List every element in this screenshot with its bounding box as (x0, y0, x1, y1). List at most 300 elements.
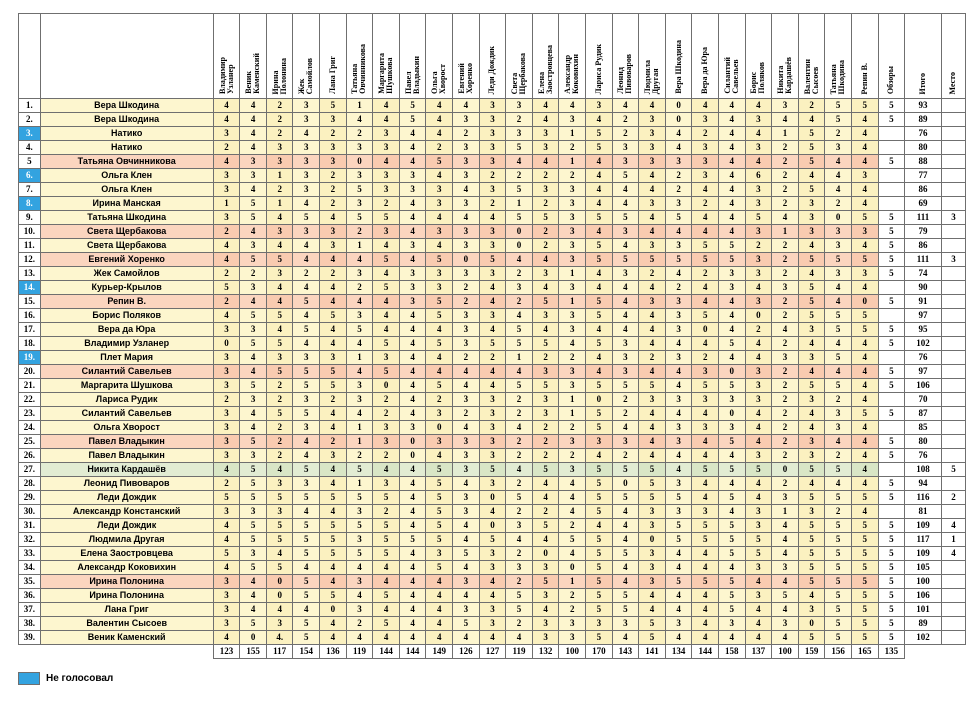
score-cell: 5 (532, 379, 559, 393)
review-score-cell (878, 309, 905, 323)
score-cell: 2 (506, 169, 533, 183)
score-cell: 4 (399, 477, 426, 491)
score-cell: 4 (426, 575, 453, 589)
score-cell: 3 (692, 365, 719, 379)
review-score-cell: 5 (878, 113, 905, 127)
score-cell: 5 (665, 253, 692, 267)
table-row (19, 169, 966, 183)
score-cell: 4 (851, 421, 878, 435)
score-cell: 4 (399, 351, 426, 365)
score-cell: 4 (612, 295, 639, 309)
score-cell: 3 (453, 575, 480, 589)
row-number: 17. (19, 323, 41, 337)
review-score-cell: 5 (878, 575, 905, 589)
score-cell: 4 (772, 211, 799, 225)
score-cell: 4 (639, 337, 666, 351)
participant-name: Ирина Манская (40, 197, 213, 211)
column-total-cell: 132 (532, 645, 559, 659)
review-score-cell: 5 (878, 561, 905, 575)
score-cell: 4 (532, 253, 559, 267)
score-cell: 5 (612, 253, 639, 267)
place-cell (941, 393, 965, 407)
table-row (19, 407, 966, 421)
score-cell: 2 (692, 267, 719, 281)
score-cell: 0 (240, 631, 267, 645)
participant-name: Лариса Рудик (40, 393, 213, 407)
score-cell: 3 (639, 197, 666, 211)
score-cell: 4 (851, 141, 878, 155)
score-cell: 5 (639, 631, 666, 645)
score-cell: 3 (745, 589, 772, 603)
score-cell: 4 (586, 155, 613, 169)
score-cell: 2 (266, 449, 293, 463)
score-cell: 5 (346, 519, 373, 533)
column-total-cell: 159 (798, 645, 825, 659)
score-cell: 4 (639, 449, 666, 463)
score-cell: 2 (825, 393, 852, 407)
score-cell: 3 (346, 603, 373, 617)
column-total-cell: 144 (373, 645, 400, 659)
score-cell: 5 (266, 561, 293, 575)
score-cell: 0 (612, 477, 639, 491)
column-header (506, 14, 533, 99)
score-cell: 5 (293, 463, 320, 477)
score-cell: 5 (373, 337, 400, 351)
score-cell: 3 (320, 113, 347, 127)
legend-swatch (18, 672, 40, 685)
table-row (19, 421, 966, 435)
score-cell: 5 (718, 435, 745, 449)
score-cell: 5 (718, 547, 745, 561)
score-cell: 4 (586, 225, 613, 239)
table-row (19, 449, 966, 463)
score-cell: 4 (825, 169, 852, 183)
score-cell: 3 (479, 407, 506, 421)
score-cell: 4 (453, 631, 480, 645)
review-score-cell: 5 (878, 379, 905, 393)
score-cell: 3 (453, 491, 480, 505)
score-cell: 2 (266, 99, 293, 113)
review-score-cell: 5 (878, 295, 905, 309)
score-cell: 3 (745, 197, 772, 211)
score-cell: 3 (559, 281, 586, 295)
score-cell: 3 (399, 169, 426, 183)
score-cell: 4 (718, 505, 745, 519)
score-cell: 4 (745, 435, 772, 449)
score-cell: 5 (745, 463, 772, 477)
column-header (213, 14, 240, 99)
score-cell: 4 (453, 589, 480, 603)
score-cell: 2 (825, 505, 852, 519)
score-cell: 4 (665, 267, 692, 281)
score-cell: 3 (851, 225, 878, 239)
score-cell: 4 (851, 183, 878, 197)
score-cell: 4 (825, 337, 852, 351)
score-cell: 5 (639, 477, 666, 491)
score-cell: 5 (772, 589, 799, 603)
score-cell: 4 (213, 631, 240, 645)
column-header-label: Вера Шкодина (673, 40, 683, 94)
column-header-label: Лариса Рудик (593, 43, 603, 94)
score-cell: 4 (240, 589, 267, 603)
score-cell: 4 (665, 337, 692, 351)
score-cell: 5 (426, 309, 453, 323)
participant-name: Маргарита Шушкова (40, 379, 213, 393)
score-cell: 3 (745, 183, 772, 197)
column-header-label: Ирина Полонина (270, 57, 288, 94)
score-cell: 4 (426, 589, 453, 603)
review-score-cell (878, 169, 905, 183)
score-cell: 4 (825, 155, 852, 169)
score-cell: 5 (266, 309, 293, 323)
row-number: 13. (19, 267, 41, 281)
score-cell: 3 (798, 211, 825, 225)
score-cell: 4 (612, 631, 639, 645)
participant-name: Татьяна Шкодина (40, 211, 213, 225)
score-cell: 5 (639, 463, 666, 477)
score-cell: 2 (665, 281, 692, 295)
score-cell: 3 (559, 183, 586, 197)
score-cell: 4 (293, 337, 320, 351)
score-cell: 5 (851, 631, 878, 645)
review-score-cell: 5 (878, 337, 905, 351)
score-cell: 5 (692, 253, 719, 267)
score-cell: 4 (293, 561, 320, 575)
score-cell: 4 (692, 631, 719, 645)
column-header-label: Елена Заостровцева (536, 45, 554, 94)
score-cell: 2 (692, 197, 719, 211)
score-cell: 2 (532, 351, 559, 365)
review-score-cell (878, 281, 905, 295)
review-score-cell: 5 (878, 211, 905, 225)
score-cell: 4 (453, 561, 480, 575)
score-cell: 3 (479, 435, 506, 449)
column-header (266, 14, 293, 99)
score-cell: 2 (506, 393, 533, 407)
score-cell: 2 (772, 309, 799, 323)
score-cell: 3 (453, 337, 480, 351)
place-cell (941, 407, 965, 421)
score-cell: 4 (559, 491, 586, 505)
score-cell: 1 (772, 505, 799, 519)
score-cell: 3 (266, 155, 293, 169)
score-cell: 2 (373, 197, 400, 211)
score-cell: 5 (240, 533, 267, 547)
total-cell: 95 (905, 323, 942, 337)
score-cell: 3 (320, 449, 347, 463)
score-cell: 5 (612, 463, 639, 477)
total-cell: 74 (905, 267, 942, 281)
score-cell: 3 (665, 435, 692, 449)
score-cell: 3 (692, 155, 719, 169)
table-row (19, 281, 966, 295)
score-cell: 4 (586, 169, 613, 183)
score-cell: 3 (745, 449, 772, 463)
score-cell: 5 (825, 99, 852, 113)
score-cell: 4 (851, 337, 878, 351)
row-number: 18. (19, 337, 41, 351)
row-number: 12. (19, 253, 41, 267)
score-cell: 0 (479, 519, 506, 533)
score-cell: 5 (825, 253, 852, 267)
score-cell: 5 (240, 211, 267, 225)
score-cell: 5 (240, 435, 267, 449)
score-cell: 4 (399, 253, 426, 267)
score-cell: 3 (453, 155, 480, 169)
total-cell: 88 (905, 155, 942, 169)
score-cell: 4 (532, 491, 559, 505)
place-cell (941, 141, 965, 155)
score-cell: 4 (665, 449, 692, 463)
score-cell: 3 (213, 505, 240, 519)
place-cell (941, 281, 965, 295)
score-cell: 3 (612, 365, 639, 379)
score-cell: 5 (825, 351, 852, 365)
score-cell: 3 (612, 267, 639, 281)
total-cell: 91 (905, 295, 942, 309)
score-cell: 4 (851, 463, 878, 477)
score-cell: 4 (293, 505, 320, 519)
score-cell: 4 (772, 547, 799, 561)
score-cell: 5 (532, 295, 559, 309)
score-cell: 2 (772, 379, 799, 393)
score-cell: 5 (798, 561, 825, 575)
score-cell: 3 (213, 211, 240, 225)
score-cell: 5 (266, 491, 293, 505)
score-cell: 3 (293, 141, 320, 155)
score-cell: 4 (346, 253, 373, 267)
score-cell: 5 (293, 407, 320, 421)
score-cell: 0 (479, 491, 506, 505)
score-cell: 3 (532, 589, 559, 603)
column-total-cell: 100 (559, 645, 586, 659)
total-cell: 80 (905, 435, 942, 449)
participant-name: Владимир Узланер (40, 337, 213, 351)
score-cell: 5 (851, 617, 878, 631)
score-cell: 4 (320, 575, 347, 589)
score-cell: 4 (293, 239, 320, 253)
score-cell: 4 (692, 99, 719, 113)
score-cell: 3 (479, 421, 506, 435)
score-cell: 4 (373, 267, 400, 281)
score-cell: 4 (718, 169, 745, 183)
score-cell: 3 (240, 547, 267, 561)
score-cell: 3 (373, 477, 400, 491)
score-cell: 3 (559, 211, 586, 225)
row-number: 35. (19, 575, 41, 589)
score-cell: 4 (718, 197, 745, 211)
score-cell: 3 (559, 225, 586, 239)
score-cell: 4 (851, 435, 878, 449)
total-cell: 77 (905, 169, 942, 183)
score-cell: 4 (320, 421, 347, 435)
score-cell: 4 (453, 533, 480, 547)
score-cell: 4 (479, 631, 506, 645)
column-total-cell: 137 (745, 645, 772, 659)
column-totals-row (19, 645, 966, 659)
score-cell: 4 (745, 155, 772, 169)
score-cell: 3 (745, 253, 772, 267)
score-cell: 5 (320, 519, 347, 533)
score-cell: 4 (453, 421, 480, 435)
score-cell: 5 (825, 463, 852, 477)
score-cell: 4 (612, 309, 639, 323)
score-cell: 2 (346, 127, 373, 141)
row-number: 30. (19, 505, 41, 519)
column-header-label: Александр Коковихин (563, 54, 581, 94)
score-cell: 5 (825, 309, 852, 323)
score-cell: 3 (479, 225, 506, 239)
score-cell: 2 (532, 449, 559, 463)
participant-name: Леди Дождик (40, 519, 213, 533)
score-cell: 2 (373, 407, 400, 421)
score-cell: 3 (639, 113, 666, 127)
score-cell: 3 (692, 421, 719, 435)
score-cell: 2 (772, 155, 799, 169)
score-cell: 2 (772, 337, 799, 351)
score-cell: 4 (825, 281, 852, 295)
score-cell: 2 (213, 267, 240, 281)
score-cell: 3 (825, 267, 852, 281)
score-cell: 2 (772, 183, 799, 197)
score-cell: 2 (825, 127, 852, 141)
score-cell: 5 (798, 253, 825, 267)
score-cell: 4 (586, 113, 613, 127)
participant-name: Света Щербакова (40, 225, 213, 239)
score-cell: 5 (586, 491, 613, 505)
score-cell: 5 (293, 617, 320, 631)
score-cell: 3 (665, 309, 692, 323)
score-cell: 4 (293, 281, 320, 295)
score-cell: 5 (798, 463, 825, 477)
score-cell: 2 (506, 267, 533, 281)
score-cell: 4 (586, 519, 613, 533)
score-cell: 3 (426, 197, 453, 211)
column-header (772, 14, 799, 99)
column-header-label: Владимир Узланер (217, 57, 235, 94)
score-cell: 2 (266, 113, 293, 127)
score-cell: 4 (665, 379, 692, 393)
score-cell: 4 (213, 155, 240, 169)
score-cell: 3 (479, 547, 506, 561)
score-cell: 5 (665, 575, 692, 589)
score-cell: 3 (426, 281, 453, 295)
score-cell: 5 (240, 379, 267, 393)
score-cell: 0 (506, 239, 533, 253)
score-cell: 5 (692, 519, 719, 533)
score-cell: 3 (506, 519, 533, 533)
place-cell (941, 589, 965, 603)
score-cell: 4 (399, 617, 426, 631)
participant-name: Борис Поляков (40, 309, 213, 323)
total-cell: 85 (905, 421, 942, 435)
score-cell: 5 (586, 477, 613, 491)
score-cell: 3 (213, 365, 240, 379)
score-cell: 2 (479, 169, 506, 183)
score-cell: 4 (426, 603, 453, 617)
score-cell: 5 (825, 617, 852, 631)
score-cell: 3 (479, 309, 506, 323)
participant-name: Репин В. (40, 295, 213, 309)
score-cell: 2 (453, 295, 480, 309)
score-cell: 5 (346, 491, 373, 505)
score-cell: 5 (825, 561, 852, 575)
score-cell: 5 (266, 337, 293, 351)
score-cell: 5 (586, 575, 613, 589)
participant-name: Александр Коковихин (40, 561, 213, 575)
score-cell: 4 (213, 113, 240, 127)
score-cell: 4 (559, 337, 586, 351)
score-cell: 3 (825, 239, 852, 253)
score-cell: 5 (213, 547, 240, 561)
score-cell: 3 (399, 281, 426, 295)
score-cell: 2 (320, 127, 347, 141)
score-cell: 4 (612, 239, 639, 253)
score-cell: 4 (665, 589, 692, 603)
score-cell: 4 (320, 407, 347, 421)
score-cell: 3 (612, 351, 639, 365)
score-cell: 4 (426, 99, 453, 113)
score-cell: 3 (213, 603, 240, 617)
score-cell: 5 (825, 519, 852, 533)
score-cell: 2 (506, 505, 533, 519)
score-cell: 4 (639, 603, 666, 617)
score-cell: 3 (213, 449, 240, 463)
score-cell: 5 (639, 379, 666, 393)
score-cell: 4 (639, 435, 666, 449)
score-cell: 2 (532, 225, 559, 239)
score-cell: 3 (798, 603, 825, 617)
score-cell: 5 (426, 519, 453, 533)
score-cell: 5 (426, 337, 453, 351)
total-cell: 86 (905, 239, 942, 253)
participant-name: Плет Мария (40, 351, 213, 365)
score-cell: 4 (532, 323, 559, 337)
table-row (19, 533, 966, 547)
score-cell: 4 (665, 225, 692, 239)
score-cell: 0 (266, 575, 293, 589)
score-cell: 5 (399, 113, 426, 127)
score-cell: 3 (453, 309, 480, 323)
score-cell: 5 (718, 589, 745, 603)
score-cell: 5 (851, 253, 878, 267)
score-cell: 4 (373, 295, 400, 309)
score-cell: 4 (213, 239, 240, 253)
score-cell: 4 (692, 589, 719, 603)
score-cell: 2 (772, 267, 799, 281)
review-score-cell: 5 (878, 477, 905, 491)
score-cell: 4 (399, 505, 426, 519)
score-cell: 3 (772, 561, 799, 575)
score-cell: 4 (320, 631, 347, 645)
score-cell: 2 (320, 183, 347, 197)
score-cell: 4 (346, 631, 373, 645)
total-cell: 86 (905, 183, 942, 197)
score-cell: 5 (612, 211, 639, 225)
score-cell: 3 (798, 505, 825, 519)
score-cell: 3 (213, 379, 240, 393)
header-name-cell (40, 14, 213, 99)
score-cell: 5 (798, 575, 825, 589)
score-cell: 5 (718, 491, 745, 505)
score-cell: 3 (559, 239, 586, 253)
score-cell: 2 (506, 477, 533, 491)
score-cell: 4 (851, 505, 878, 519)
results-table (18, 13, 966, 659)
place-cell (941, 267, 965, 281)
score-cell: 2 (453, 407, 480, 421)
score-cell: 4 (399, 225, 426, 239)
